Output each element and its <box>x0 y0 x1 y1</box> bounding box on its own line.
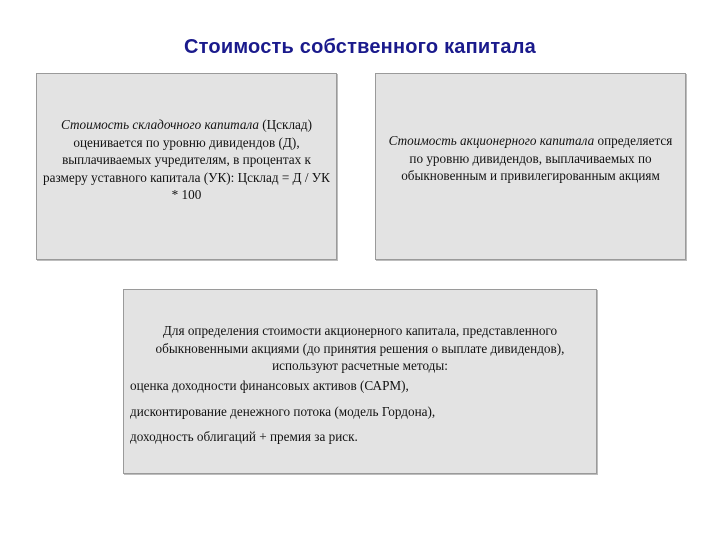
method-gordon-model: дисконтирование денежного потока (модель Гордона), <box>130 403 436 419</box>
calculation-methods-box <box>123 289 597 474</box>
method-capm: оценка доходности финансовых активов (САРМ), <box>130 378 409 393</box>
share-capital-description: определяется по уровню дивидендов, выплачиваемых по обыкновенным и привилегированным акциям <box>401 133 673 183</box>
authorized-capital-box <box>36 73 337 260</box>
share-capital-text <box>382 132 679 185</box>
share-capital-box <box>375 73 686 260</box>
authorized-capital-text <box>43 116 330 204</box>
slide-title: Стоимость собственного капитала <box>184 36 536 58</box>
method-bond-yield-premium: доходность облигаций + премия за риск. <box>130 429 358 444</box>
calculation-methods-intro: Для определения стоимости акционерного капитала, представленного обыкновенными акциями (до принятия решения о выплате дивидендов), используют расчетные методы: <box>155 323 565 373</box>
authorized-capital-description: (Цсклад) оценивается по уровню дивидендов (Д), выплачиваемых учредителям, в процентах к размеру уставного капитала (УК): Цсклад = Д / УК * 100 <box>43 117 330 202</box>
share-capital-term: Стоимость акционерного капитала <box>388 133 595 148</box>
methods-list <box>130 377 592 454</box>
authorized-capital-term: Стоимость складочного капитала <box>61 117 259 132</box>
